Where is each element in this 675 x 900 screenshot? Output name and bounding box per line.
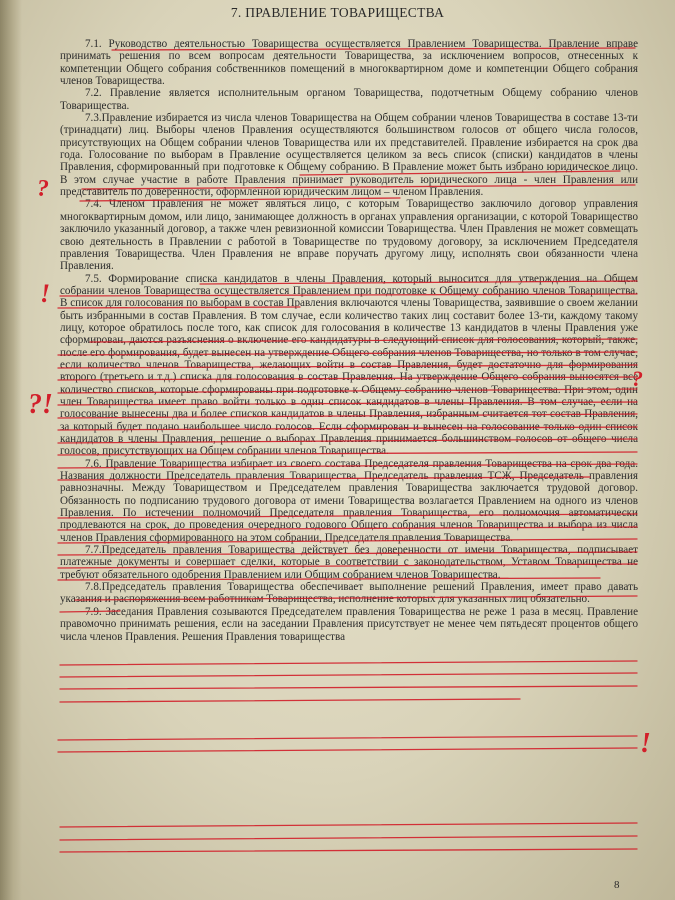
margin-mark: ? [37, 176, 49, 202]
underline [58, 389, 637, 393]
underline [58, 464, 637, 468]
clause-7-7: 7.7.Председатель правления Товарищества действует без доверенности от имени Товарищества, подписывает платежные документы и совершает сделки, которые в соответствии с законодательством, Уставом Товарищества не требуют обязательного одобрения Правлением или Общим собранием членов Товарищества. [60, 544, 638, 581]
underline [58, 564, 637, 568]
underline [75, 596, 637, 600]
clause-7-3: 7.3.Правление избирается из числа членов Товарищества на Общем собрании членов Товарищества в составе 13-ти (тринадцати) лиц. Выборы членов Правления осуществляются большинством голосов от общего числа голосов, присутствующих на Общем собрании членов Товарищества или их представителей. Правление избирается на срок два года. Голосование по выборам в Правление осуществляется целиком за весь список (списки) кандидатов в члены Правления, сформированный при подготовке к Общему собранию. В Правление может быть избрано юридическое лицо. В этом случае участие в работе Правления принимает руководитель юридического лица - член Правления или представитель по доверенности, оформленной юридическим лицом – членом Правления. [60, 112, 638, 199]
margin-mark: ! [40, 279, 51, 308]
underline [58, 352, 637, 355]
clause-7-1: 7.1. Руководство деятельностью Товарищества осуществляется Правлением Товарищества. Правление вправе принимать решения по всем вопросам деятельности Товарищества, за исключением вопросов, отнесенных к компетенции Общего собрания собственников помещений в многоквартирном доме и компетенции Общего собрания членов Товарищества. [60, 38, 638, 88]
clause-7-2: 7.2. Правление является исполнительным органом Товарищества, подотчетным Общему собранию членов Товарищества. [60, 87, 638, 112]
underline [58, 377, 637, 380]
underline [58, 365, 637, 368]
section-title: 7. ПРАВЛЕНИЕ ТОВАРИЩЕСТВА [230, 5, 445, 20]
clause-7-5: 7.5. Формирование списка кандидатов в члены Правления, который выносится для утверждения на Общем собрании членов Товарищества осуществляется Правлением при подготовке к Общему собранию членов Товарищества. В список для голосования по выборам в состав Правления включаются члены Товарищества, заявившие о своем желании быть избранными в состав Правления. В том случае, если количество таких лиц составит более 13-ти, каждому такому лицу, которое обратилось после того, как список для голосования в количестве 13 кандидатов в члены Правления уже сформирован, даются разъяснения о включение его кандидатуры в следующий список для голосования, который, также, после его формирования, будет вынесен на утверждение Общего собрания членов Товарищества, но только в том случае, если количество членов Товарищества, желающих войти в состав Правления, будет достаточно для формирования второго (третьего и т.д.) списка для голосования в состав Правления. На утверждение Общего собрания выносятся все количество списков, которые сформированы при подготовке к Общему собранию членов Товарищества. При этом, один член Товарищества имеет право войти только в один список кандидатов в члены Правления. В том случае, если на голосование вынесены два и более списков кандидатов в члены Правления, избранным считается тот состав Правления, за который будет подано наибольшее число голосов. Если сформирован и вынесен на голосование только один список кандидатов в члены Правления, решение о выборах Правления принимается большинством голосов от общего числа голосов, присутствующих на Общем собрании членов Товарищества. [60, 272, 638, 458]
underline [58, 452, 637, 455]
underline [58, 527, 637, 530]
clause-7-8: 7.8.Председатель правления Товарищества обеспечивает выполнение решений Правления, имеет право давать указания и распоряжения всем работникам Товарищества, исполнение которых для указанных лиц обязательно. [60, 581, 638, 606]
underline [58, 552, 637, 555]
underline [58, 427, 637, 430]
underline [58, 439, 637, 443]
margin-mark: ?! [28, 389, 53, 420]
underline [58, 736, 637, 740]
underline [82, 185, 635, 189]
underline [58, 477, 590, 480]
underline [60, 699, 520, 702]
underline [58, 748, 637, 752]
underline [58, 307, 300, 308]
underline [58, 539, 637, 543]
underline [112, 48, 635, 50]
underline [60, 661, 637, 665]
underline [58, 414, 637, 418]
underline [60, 836, 637, 840]
underline [60, 849, 637, 852]
underline [60, 294, 637, 296]
underline [58, 578, 600, 580]
underline [80, 198, 400, 201]
page-number: 8 [614, 879, 620, 891]
underline [60, 673, 637, 677]
underline [60, 611, 120, 612]
underline [60, 686, 637, 689]
clause-7-9: 7.9. Заседания Правления созываются Председателем правления Товарищества не реже 1 раза в месяц. Правление правомочно принимать решения, если на заседании Правления присутствует не менее чем пятьдесят процентов общего числа членов Правления. Решения Правления товарищества [60, 605, 638, 643]
underline [60, 823, 637, 827]
margin-mark: ? [632, 366, 643, 391]
underline [58, 402, 637, 405]
underline [300, 171, 620, 175]
underline [200, 281, 637, 284]
clause-7-6: 7.6. Правление Товарищества избирает из своего состава Председателя правления Товарищества на срок два года. Названия должности Председатель правления Товарищества, Председатель правления ТСЖ, Председатель правления равнозначны. Между Товариществом и Председателем правления Товарищества заключается трудовой договор. Обязанность по подписанию трудового договора от имени Товарищества возлагается Правлением на одного из членов Правления. По истечении полномочий Председателя правления Товарищества, его полномочия автоматически продлеваются на срок, до проведения очередного годового Общего собрания членов Товарищества и выбора из числа членов Правления сформированного на этом собрании, Председателя правления Товарищества. [60, 457, 638, 544]
margin-mark: ! [640, 728, 651, 759]
clause-7-4: 7.4. Членом Правления не может являться лицо, с которым Товарищество заключило договор управления многоквартирным домом, или лицо, занимающее должность в органах управления организации, с которой Товарищество заключило указанный договор, а также член ревизионной комиссии Товарищества. Член Правления не может совмещать свою деятельность в Правлении с работой в Товариществе по трудовому договору, за исключением Председателя правления Товарищества. Член Правления не вправе поручать другому лицу, исполнять свои обязанности члена Правления. [60, 198, 638, 273]
underline [58, 514, 637, 518]
underline [90, 339, 637, 342]
